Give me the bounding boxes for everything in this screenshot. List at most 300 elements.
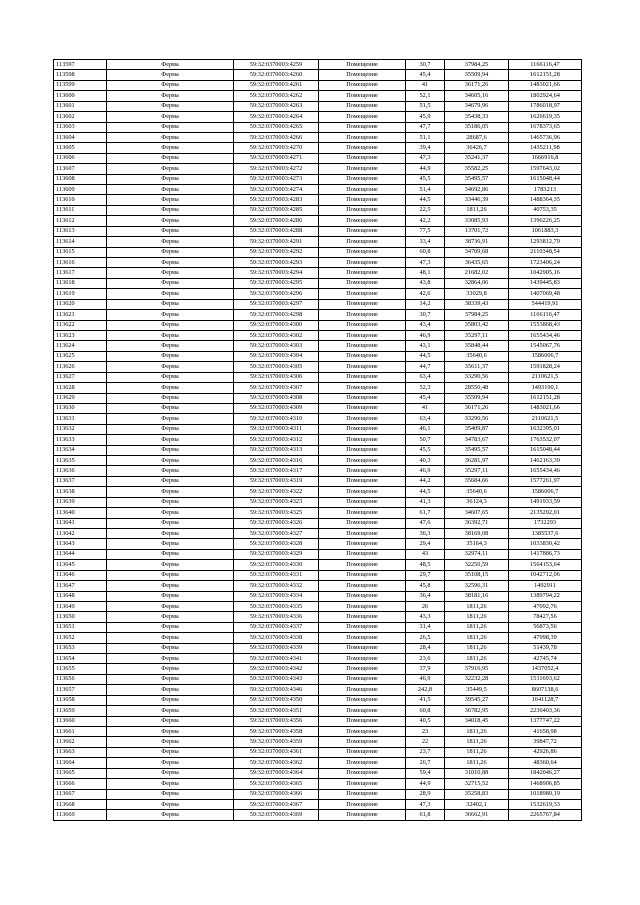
record-number-cell: 113652	[54, 633, 107, 643]
area-cell: 45,5	[406, 445, 445, 455]
specific-value-cell: 28550,48	[445, 383, 509, 393]
area-cell: 52,3	[406, 383, 445, 393]
area-cell: 23	[406, 727, 445, 737]
record-number-cell: 113645	[54, 560, 107, 570]
specific-value-cell: 38339,43	[445, 299, 509, 309]
table-row	[54, 278, 582, 288]
object-type-cell: Помещение	[319, 80, 406, 90]
table-row	[54, 70, 582, 80]
cadastral-value-cell: 1483021,66	[509, 80, 582, 90]
record-number-cell: 113613	[54, 226, 107, 236]
table-row	[54, 403, 582, 413]
object-name-cell: Ферма	[107, 237, 234, 247]
area-cell: 41	[406, 403, 445, 413]
object-type-cell: Помещение	[319, 747, 406, 757]
object-name-cell: Ферма	[107, 330, 234, 340]
specific-value-cell: 1811,26	[445, 622, 509, 632]
cadastral-value-cell: 1615048,44	[509, 174, 582, 184]
object-name-cell: Ферма	[107, 799, 234, 809]
object-type-cell: Помещение	[319, 570, 406, 580]
area-cell: 14,2	[406, 299, 445, 309]
cadastral-number-cell: 59:32:0370003:4322	[234, 487, 319, 497]
specific-value-cell: 32974,11	[445, 549, 509, 559]
specific-value-cell: 1811,26	[445, 612, 509, 622]
cadastral-value-cell: 2135292,01	[509, 508, 582, 518]
table-row	[54, 289, 582, 299]
cadastral-value-cell: 1802924,64	[509, 91, 582, 101]
table-row	[54, 476, 582, 486]
object-name-cell: Ферма	[107, 174, 234, 184]
specific-value-cell: 31010,88	[445, 768, 509, 778]
object-name-cell: Ферма	[107, 372, 234, 382]
object-type-cell: Помещение	[319, 716, 406, 726]
cadastral-number-cell: 59:32:0370003:4295	[234, 278, 319, 288]
object-type-cell: Помещение	[319, 768, 406, 778]
cadastral-number-cell: 59:32:0370003:4298	[234, 310, 319, 320]
cadastral-number-cell: 59:32:0370003:4330	[234, 560, 319, 570]
record-number-cell: 113655	[54, 664, 107, 674]
cadastral-value-cell: 1417886,73	[509, 549, 582, 559]
object-type-cell: Помещение	[319, 528, 406, 538]
record-number-cell: 113627	[54, 372, 107, 382]
object-name-cell: Ферма	[107, 664, 234, 674]
area-cell: 33,4	[406, 237, 445, 247]
specific-value-cell: 33290,56	[445, 414, 509, 424]
specific-value-cell: 28687,6	[445, 132, 509, 142]
cadastral-value-cell: 1545067,76	[509, 341, 582, 351]
cadastral-number-cell: 59:32:0370003:4332	[234, 581, 319, 591]
area-cell: 26,7	[406, 758, 445, 768]
object-type-cell: Помещение	[319, 278, 406, 288]
cadastral-number-cell: 59:32:0370003:4306	[234, 372, 319, 382]
cadastral-value-cell: 2110621,5	[509, 414, 582, 424]
specific-value-cell: 13701,72	[445, 226, 509, 236]
area-cell: 36,3	[406, 528, 445, 538]
object-name-cell: Ферма	[107, 601, 234, 611]
cadastral-number-cell: 59:32:0370003:4288	[234, 226, 319, 236]
record-number-cell: 113669	[54, 810, 107, 820]
record-number-cell: 113621	[54, 310, 107, 320]
cadastral-value-cell: 1493190,1	[509, 383, 582, 393]
specific-value-cell: 35297,11	[445, 466, 509, 476]
cadastral-number-cell: 59:32:0370003:4286	[234, 216, 319, 226]
object-name-cell: Ферма	[107, 185, 234, 195]
object-name-cell: Ферма	[107, 112, 234, 122]
area-cell: 51,5	[406, 101, 445, 111]
area-cell: 37,9	[406, 664, 445, 674]
record-number-cell: 113610	[54, 195, 107, 205]
record-number-cell: 113646	[54, 570, 107, 580]
object-type-cell: Помещение	[319, 153, 406, 163]
record-number-cell: 113601	[54, 101, 107, 111]
object-name-cell: Ферма	[107, 560, 234, 570]
cadastral-number-cell: 59:32:0370003:4292	[234, 247, 319, 257]
table-row	[54, 164, 582, 174]
table-row	[54, 80, 582, 90]
record-number-cell: 113609	[54, 185, 107, 195]
cadastral-value-cell: 2110621,5	[509, 372, 582, 382]
record-number-cell: 113634	[54, 445, 107, 455]
object-name-cell: Ферма	[107, 195, 234, 205]
cadastral-value-cell: 42926,86	[509, 747, 582, 757]
cadastral-number-cell: 59:32:0370003:4334	[234, 591, 319, 601]
cadastral-value-cell: 1612151,28	[509, 70, 582, 80]
cadastral-number-cell: 59:32:0370003:4297	[234, 299, 319, 309]
cadastral-value-cell: 1564153,64	[509, 560, 582, 570]
specific-value-cell: 1811,26	[445, 643, 509, 653]
area-cell: 41	[406, 80, 445, 90]
specific-value-cell: 32250,59	[445, 560, 509, 570]
cadastral-value-cell: 1553868,43	[509, 320, 582, 330]
cadastral-value-cell: 1586006,7	[509, 351, 582, 361]
object-name-cell: Ферма	[107, 435, 234, 445]
cadastral-number-cell: 59:32:0370003:4366	[234, 789, 319, 799]
cadastral-value-cell: 1166116,47	[509, 60, 582, 70]
cadastral-value-cell: 1042712,06	[509, 570, 582, 580]
object-name-cell: Ферма	[107, 299, 234, 309]
area-cell: 40,3	[406, 456, 445, 466]
object-type-cell: Помещение	[319, 403, 406, 413]
record-number-cell: 113608	[54, 174, 107, 184]
record-number-cell: 113635	[54, 456, 107, 466]
record-number-cell: 113650	[54, 612, 107, 622]
table-row	[54, 132, 582, 142]
table-row	[54, 664, 582, 674]
cadastral-number-cell: 59:32:0370003:4356	[234, 716, 319, 726]
table-row	[54, 247, 582, 257]
record-number-cell: 113619	[54, 289, 107, 299]
cadastral-number-cell: 59:32:0370003:4358	[234, 727, 319, 737]
object-type-cell: Помещение	[319, 810, 406, 820]
specific-value-cell: 34783,67	[445, 435, 509, 445]
cadastral-value-cell: 40753,35	[509, 205, 582, 215]
cadastral-number-cell: 59:32:0370003:4296	[234, 289, 319, 299]
cadastral-value-cell: 47092,76	[509, 601, 582, 611]
object-type-cell: Помещение	[319, 205, 406, 215]
area-cell: 46,9	[406, 466, 445, 476]
table-row	[54, 779, 582, 789]
cadastral-value-cell: 2236403,36	[509, 706, 582, 716]
specific-value-cell: 35848,44	[445, 341, 509, 351]
record-number-cell: 113643	[54, 539, 107, 549]
table-row	[54, 716, 582, 726]
table-row	[54, 487, 582, 497]
table-row	[54, 435, 582, 445]
table-row	[54, 508, 582, 518]
area-cell: 45,4	[406, 393, 445, 403]
cadastral-number-cell: 59:32:0370003:4346	[234, 685, 319, 695]
table-row	[54, 612, 582, 622]
object-type-cell: Помещение	[319, 758, 406, 768]
record-number-cell: 113641	[54, 518, 107, 528]
area-cell: 51,4	[406, 185, 445, 195]
cadastral-value-cell: 51439,78	[509, 643, 582, 653]
object-type-cell: Помещение	[319, 727, 406, 737]
object-type-cell: Помещение	[319, 508, 406, 518]
cadastral-number-cell: 59:32:0370003:4302	[234, 330, 319, 340]
record-number-cell: 113656	[54, 674, 107, 684]
object-type-cell: Помещение	[319, 195, 406, 205]
table-row	[54, 372, 582, 382]
area-cell: 30,7	[406, 60, 445, 70]
object-name-cell: Ферма	[107, 612, 234, 622]
record-number-cell: 113638	[54, 487, 107, 497]
area-cell: 26,5	[406, 633, 445, 643]
object-type-cell: Помещение	[319, 487, 406, 497]
object-name-cell: Ферма	[107, 132, 234, 142]
cadastral-number-cell: 59:32:0370003:4307	[234, 383, 319, 393]
area-cell: 48,1	[406, 268, 445, 278]
area-cell: 26	[406, 601, 445, 611]
area-cell: 44,9	[406, 164, 445, 174]
area-cell: 47,3	[406, 258, 445, 268]
specific-value-cell: 35258,83	[445, 789, 509, 799]
cadastral-number-cell: 59:32:0370003:4365	[234, 779, 319, 789]
record-number-cell: 113606	[54, 153, 107, 163]
record-number-cell: 113628	[54, 383, 107, 393]
cadastral-number-cell: 59:32:0370003:4260	[234, 70, 319, 80]
object-type-cell: Помещение	[319, 351, 406, 361]
object-type-cell: Помещение	[319, 143, 406, 153]
cadastral-number-cell: 59:32:0370003:4361	[234, 747, 319, 757]
cadastral-number-cell: 59:32:0370003:4266	[234, 132, 319, 142]
area-cell: 43,3	[406, 612, 445, 622]
specific-value-cell: 36281,97	[445, 456, 509, 466]
area-cell: 41,3	[406, 497, 445, 507]
object-name-cell: Ферма	[107, 633, 234, 643]
specific-value-cell: 34679,96	[445, 101, 509, 111]
specific-value-cell: 37916,95	[445, 664, 509, 674]
cadastral-number-cell: 59:32:0370003:4337	[234, 622, 319, 632]
object-name-cell: Ферма	[107, 424, 234, 434]
record-number-cell: 113611	[54, 205, 107, 215]
object-type-cell: Помещение	[319, 664, 406, 674]
table-row	[54, 143, 582, 153]
cadastral-number-cell: 59:32:0370003:4265	[234, 122, 319, 132]
object-name-cell: Ферма	[107, 143, 234, 153]
object-name-cell: Ферма	[107, 80, 234, 90]
area-cell: 28,4	[406, 643, 445, 653]
registry-table	[53, 59, 582, 821]
record-number-cell: 113604	[54, 132, 107, 142]
area-cell: 29,7	[406, 570, 445, 580]
specific-value-cell: 32402,1	[445, 799, 509, 809]
object-name-cell: Ферма	[107, 122, 234, 132]
specific-value-cell: 32596,31	[445, 581, 509, 591]
specific-value-cell: 35297,11	[445, 330, 509, 340]
cadastral-value-cell: 1385537,6	[509, 528, 582, 538]
table-row	[54, 685, 582, 695]
object-name-cell: Ферма	[107, 153, 234, 163]
object-name-cell: Ферма	[107, 351, 234, 361]
specific-value-cell: 33085,93	[445, 216, 509, 226]
specific-value-cell: 33290,56	[445, 372, 509, 382]
cadastral-number-cell: 59:32:0370003:4310	[234, 414, 319, 424]
record-number-cell: 113626	[54, 362, 107, 372]
object-name-cell: Ферма	[107, 768, 234, 778]
object-type-cell: Помещение	[319, 383, 406, 393]
specific-value-cell: 35684,66	[445, 476, 509, 486]
area-cell: 45,5	[406, 174, 445, 184]
object-name-cell: Ферма	[107, 737, 234, 747]
cadastral-value-cell: 1061883,3	[509, 226, 582, 236]
record-number-cell: 113607	[54, 164, 107, 174]
record-number-cell: 113617	[54, 268, 107, 278]
table-row	[54, 351, 582, 361]
table-row	[54, 91, 582, 101]
table-row	[54, 581, 582, 591]
object-type-cell: Помещение	[319, 643, 406, 653]
record-number-cell: 113640	[54, 508, 107, 518]
table-row	[54, 539, 582, 549]
object-name-cell: Ферма	[107, 591, 234, 601]
specific-value-cell: 35438,33	[445, 112, 509, 122]
object-name-cell: Ферма	[107, 643, 234, 653]
object-name-cell: Ферма	[107, 727, 234, 737]
object-name-cell: Ферма	[107, 414, 234, 424]
object-name-cell: Ферма	[107, 685, 234, 695]
area-cell: 44,5	[406, 487, 445, 497]
record-number-cell: 113660	[54, 716, 107, 726]
table-row	[54, 174, 582, 184]
object-name-cell: Ферма	[107, 716, 234, 726]
specific-value-cell: 35495,57	[445, 445, 509, 455]
record-number-cell: 113614	[54, 237, 107, 247]
table-row	[54, 122, 582, 132]
cadastral-value-cell: 78427,56	[509, 612, 582, 622]
area-cell: 44,2	[406, 476, 445, 486]
record-number-cell: 113602	[54, 112, 107, 122]
specific-value-cell: 36171,26	[445, 80, 509, 90]
cadastral-value-cell: 1597643,02	[509, 164, 582, 174]
object-type-cell: Помещение	[319, 654, 406, 664]
cadastral-value-cell: 42745,74	[509, 654, 582, 664]
cadastral-value-cell: 48360,64	[509, 758, 582, 768]
table-row	[54, 727, 582, 737]
cadastral-value-cell: 1293812,79	[509, 237, 582, 247]
area-cell: 63,4	[406, 372, 445, 382]
table-row	[54, 195, 582, 205]
object-type-cell: Помещение	[319, 60, 406, 70]
object-type-cell: Помещение	[319, 539, 406, 549]
object-type-cell: Помещение	[319, 112, 406, 122]
table-row	[54, 299, 582, 309]
table-row	[54, 466, 582, 476]
table-row	[54, 216, 582, 226]
cadastral-number-cell: 59:32:0370003:4263	[234, 101, 319, 111]
table-row	[54, 654, 582, 664]
object-type-cell: Помещение	[319, 132, 406, 142]
cadastral-value-cell: 1615048,44	[509, 445, 582, 455]
record-number-cell: 113644	[54, 549, 107, 559]
specific-value-cell: 38169,08	[445, 528, 509, 538]
record-number-cell: 113597	[54, 60, 107, 70]
object-name-cell: Ферма	[107, 70, 234, 80]
cadastral-value-cell: 1577261,97	[509, 476, 582, 486]
cadastral-value-cell: 1655434,46	[509, 466, 582, 476]
object-type-cell: Помещение	[319, 581, 406, 591]
record-number-cell: 113600	[54, 91, 107, 101]
area-cell: 40,5	[406, 716, 445, 726]
specific-value-cell: 1811,26	[445, 737, 509, 747]
area-cell: 59,4	[406, 768, 445, 778]
object-name-cell: Ферма	[107, 758, 234, 768]
area-cell: 43,8	[406, 278, 445, 288]
object-name-cell: Ферма	[107, 810, 234, 820]
area-cell: 44,9	[406, 779, 445, 789]
object-type-cell: Помещение	[319, 310, 406, 320]
object-type-cell: Помещение	[319, 393, 406, 403]
object-name-cell: Ферма	[107, 216, 234, 226]
cadastral-value-cell: 1439445,83	[509, 278, 582, 288]
object-name-cell: Ферма	[107, 226, 234, 236]
object-type-cell: Помещение	[319, 560, 406, 570]
record-number-cell: 113618	[54, 278, 107, 288]
record-number-cell: 113624	[54, 341, 107, 351]
area-cell: 42,2	[406, 216, 445, 226]
table-row	[54, 424, 582, 434]
specific-value-cell: 33029,8	[445, 289, 509, 299]
cadastral-number-cell: 59:32:0370003:4325	[234, 508, 319, 518]
cadastral-number-cell: 59:32:0370003:4300	[234, 320, 319, 330]
object-type-cell: Помещение	[319, 695, 406, 705]
cadastral-number-cell: 59:32:0370003:4313	[234, 445, 319, 455]
record-number-cell: 113615	[54, 247, 107, 257]
object-type-cell: Помещение	[319, 362, 406, 372]
object-name-cell: Ферма	[107, 581, 234, 591]
area-cell: 48,5	[406, 560, 445, 570]
specific-value-cell: 35611,37	[445, 362, 509, 372]
table-row	[54, 445, 582, 455]
specific-value-cell: 36662,91	[445, 810, 509, 820]
object-name-cell: Ферма	[107, 403, 234, 413]
cadastral-value-cell: 1407069,48	[509, 289, 582, 299]
object-type-cell: Помещение	[319, 70, 406, 80]
area-cell: 22,5	[406, 205, 445, 215]
specific-value-cell: 35509,94	[445, 393, 509, 403]
area-cell: 29,4	[406, 539, 445, 549]
table-row	[54, 341, 582, 351]
specific-value-cell: 35640,6	[445, 351, 509, 361]
record-number-cell: 113648	[54, 591, 107, 601]
area-cell: 44,5	[406, 195, 445, 205]
object-type-cell: Помещение	[319, 685, 406, 695]
object-type-cell: Помещение	[319, 518, 406, 528]
object-name-cell: Ферма	[107, 310, 234, 320]
cadastral-value-cell: 1377747,22	[509, 716, 582, 726]
table-row	[54, 456, 582, 466]
cadastral-value-cell: 1763532,07	[509, 435, 582, 445]
table-row	[54, 633, 582, 643]
table-row	[54, 768, 582, 778]
object-type-cell: Помещение	[319, 341, 406, 351]
specific-value-cell: 35803,42	[445, 320, 509, 330]
object-type-cell: Помещение	[319, 435, 406, 445]
area-cell: 45,4	[406, 70, 445, 80]
table-row	[54, 549, 582, 559]
cadastral-number-cell: 59:32:0370003:4309	[234, 403, 319, 413]
object-name-cell: Ферма	[107, 476, 234, 486]
area-cell: 43	[406, 549, 445, 559]
specific-value-cell: 1811,26	[445, 205, 509, 215]
cadastral-value-cell: 2265767,84	[509, 810, 582, 820]
record-number-cell: 113629	[54, 393, 107, 403]
specific-value-cell: 35241,37	[445, 153, 509, 163]
table-row	[54, 268, 582, 278]
table-row	[54, 799, 582, 809]
cadastral-number-cell: 59:32:0370003:4351	[234, 706, 319, 716]
cadastral-value-cell: 1488364,35	[509, 195, 582, 205]
